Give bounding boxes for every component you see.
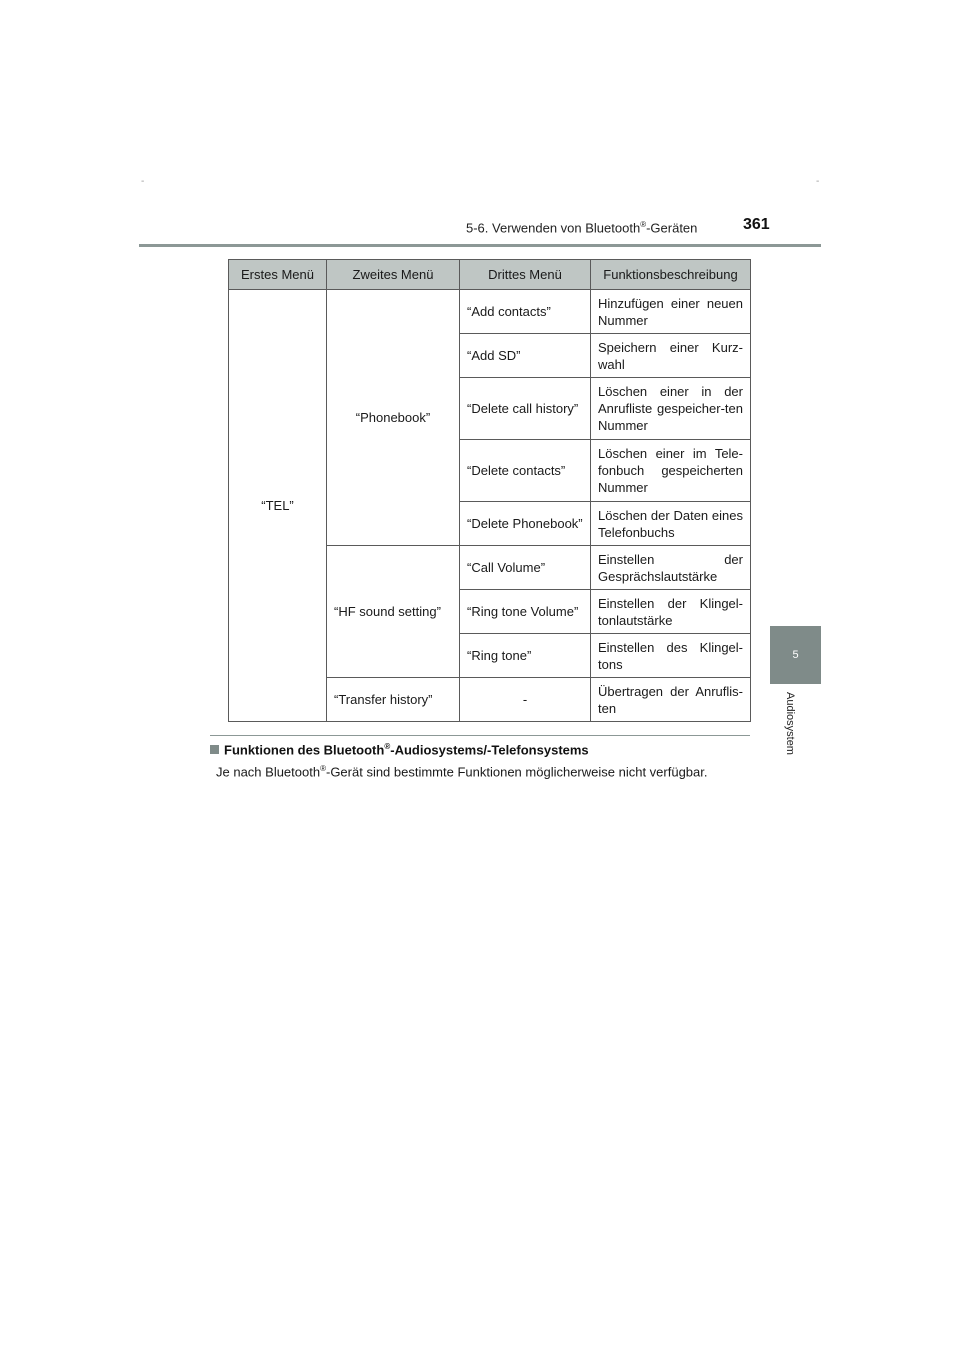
section-heading-text: Funktionen des Bluetooth — [224, 742, 385, 758]
table-header-row — [229, 260, 751, 290]
section-divider — [210, 735, 750, 736]
crop-mark-right: - — [816, 176, 820, 187]
crop-mark-left: - — [141, 176, 145, 187]
section-body-text: Je nach Bluetooth — [216, 764, 321, 780]
description-cell: Löschen der Daten eines Telefonbuchs — [591, 502, 751, 546]
third-menu-cell: “Delete contacts” — [460, 440, 591, 502]
third-menu-cell: “Add SD” — [460, 334, 591, 378]
header-description: Funktionsbeschreibung — [591, 260, 751, 290]
third-menu-cell: “Delete Phonebook” — [460, 502, 591, 546]
chapter-tab — [770, 626, 821, 684]
registered-mark: ® — [640, 220, 647, 229]
section-heading-suffix: -Audiosystems/-Telefonsystems — [390, 742, 589, 758]
table-row — [229, 290, 751, 334]
chapter-number: 5 — [792, 649, 799, 661]
third-menu-cell: “Ring tone” — [460, 634, 591, 678]
third-menu-cell: - — [460, 678, 591, 722]
chapter-label-text: Audiosystem — [784, 692, 796, 755]
section-heading — [210, 742, 589, 757]
description-cell: Löschen einer in der Anrufliste gespeicher-ten Nummer — [591, 378, 751, 440]
third-menu-cell: “Delete call history” — [460, 378, 591, 440]
square-bullet-icon — [210, 745, 219, 754]
description-cell: Löschen einer im Tele-fonbuch gespeicherten Nummer — [591, 440, 751, 502]
header-second-menu: Zweites Menü — [327, 260, 460, 290]
registered-mark: ® — [384, 742, 391, 751]
chapter-label — [784, 692, 808, 772]
page-number: 361 — [743, 216, 770, 233]
header-title-suffix: -Geräten — [646, 220, 698, 236]
page-header-title — [466, 220, 697, 235]
header-title-text: 5-6. Verwenden von Bluetooth — [466, 220, 641, 236]
second-menu-cell: “Transfer history” — [327, 678, 460, 722]
description-cell: Speichern einer Kurz-wahl — [591, 334, 751, 378]
second-menu-cell: “Phonebook” — [327, 290, 460, 546]
header-divider — [139, 244, 821, 247]
third-menu-cell: “Ring tone Volume” — [460, 590, 591, 634]
third-menu-cell: “Add contacts” — [460, 290, 591, 334]
registered-mark: ® — [320, 764, 326, 773]
description-cell: Einstellen des Klingel-tons — [591, 634, 751, 678]
description-cell: Einstellen der Klingel-tonlautstärke — [591, 590, 751, 634]
section-body — [216, 764, 708, 779]
description-cell: Hinzufügen einer neuen Nummer — [591, 290, 751, 334]
first-menu-cell: “TEL” — [229, 290, 327, 722]
header-first-menu: Erstes Menü — [229, 260, 327, 290]
section-body-suffix: -Gerät sind bestimmte Funktionen möglicherweise nicht verfügbar. — [325, 764, 708, 780]
description-cell: Übertragen der Anruflis-ten — [591, 678, 751, 722]
description-cell: Einstellen der Gesprächslautstärke — [591, 546, 751, 590]
second-menu-cell: “HF sound setting” — [327, 546, 460, 678]
menu-table — [228, 259, 751, 722]
third-menu-cell: “Call Volume” — [460, 546, 591, 590]
header-third-menu: Drittes Menü — [460, 260, 591, 290]
